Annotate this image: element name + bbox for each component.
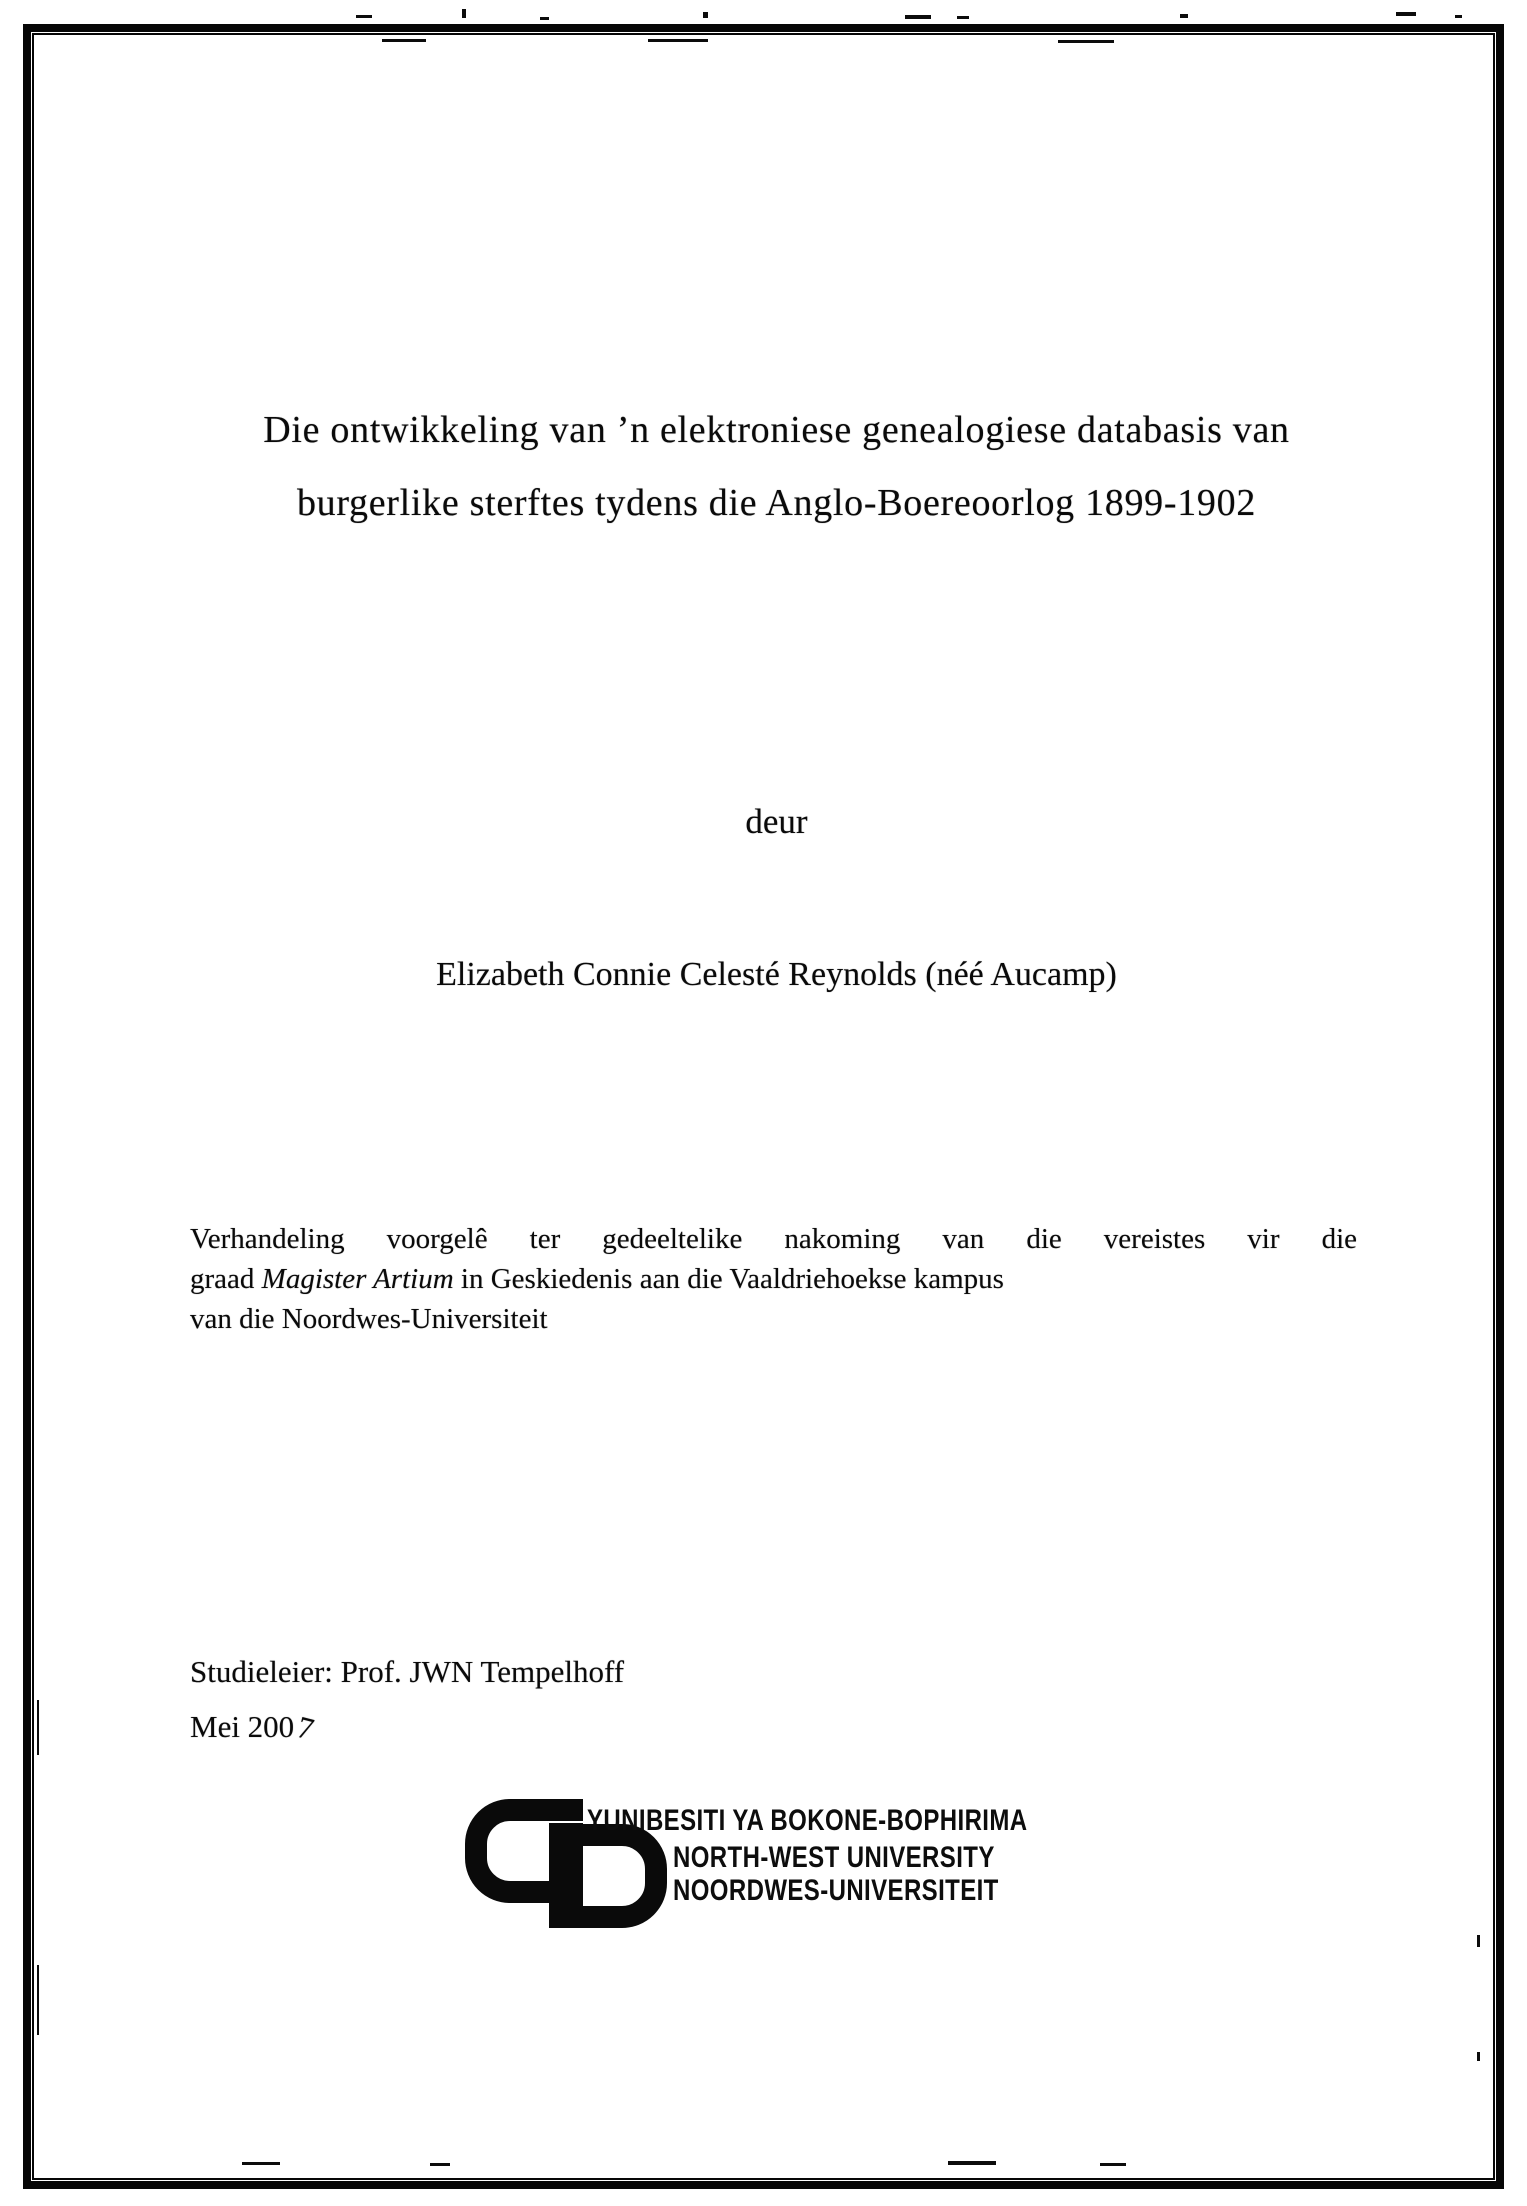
scan-artifact bbox=[462, 9, 466, 18]
scan-artifact bbox=[703, 12, 708, 18]
date-line bbox=[190, 1699, 624, 1754]
scan-artifact bbox=[1180, 14, 1188, 18]
supervisor-block bbox=[190, 1644, 624, 1754]
degree-statement-line3: van die Noordwes-Universiteit bbox=[190, 1303, 548, 1335]
degree-statement bbox=[190, 1219, 1357, 1339]
supervisor-line: Studieleier: Prof. JWN Tempelhoff bbox=[190, 1654, 625, 1689]
degree-statement-line2-suffix: in Geskiedenis aan die Vaaldriehoekse kampus bbox=[453, 1263, 1004, 1295]
scan-artifact bbox=[1477, 2052, 1480, 2061]
scan-artifact bbox=[1455, 15, 1462, 18]
date-last-digit: 7 bbox=[293, 1709, 318, 1747]
scan-artifact bbox=[1100, 2163, 1126, 2166]
scan-artifact bbox=[1058, 40, 1114, 43]
degree-statement-line1: Verhandeling voorgelê ter gedeeltelike nakoming van die vereistes vir die bbox=[190, 1223, 1357, 1255]
scan-artifact bbox=[957, 16, 969, 19]
logo-text-afrikaans: NOORDWES-UNIVERSITEIT bbox=[673, 1874, 999, 1907]
thesis-title-line1: Die ontwikkeling van ’n elektroniese genealogiese databasis van bbox=[263, 409, 1290, 451]
author-name: Elizabeth Connie Celesté Reynolds (néé Aucamp) bbox=[436, 956, 1117, 993]
scan-artifact bbox=[1477, 1935, 1480, 1947]
degree-statement-line2-prefix: graad bbox=[190, 1263, 262, 1295]
scan-artifact bbox=[648, 39, 708, 42]
scan-artifact bbox=[37, 1965, 39, 2035]
scan-artifact bbox=[1396, 12, 1416, 16]
thesis-title-line2: burgerlike sterftes tydens die Anglo-Boereoorlog 1899-1902 bbox=[296, 482, 1257, 524]
scan-artifact bbox=[540, 17, 549, 20]
thesis-title bbox=[26, 394, 1527, 540]
date-prefix: Mei 200 bbox=[190, 1709, 295, 1744]
degree-name-italic: Magister Artium bbox=[261, 1263, 454, 1295]
scan-artifact bbox=[242, 2162, 280, 2165]
logo-text-english: NORTH-WEST UNIVERSITY bbox=[673, 1841, 995, 1874]
scan-artifact bbox=[382, 39, 426, 42]
logo-text-setswana: YUNIBESITI YA BOKONE-BOPHIRIMA bbox=[587, 1804, 1028, 1837]
scan-artifact bbox=[356, 15, 372, 18]
scan-artifact bbox=[905, 15, 931, 19]
scan-artifact bbox=[948, 2161, 996, 2165]
byline-deur: deur bbox=[745, 802, 808, 841]
scan-artifact bbox=[430, 2163, 450, 2166]
scan-artifact bbox=[37, 1700, 39, 1755]
university-logo bbox=[465, 1797, 1105, 1947]
degree-statement-line2 bbox=[190, 1259, 1357, 1299]
